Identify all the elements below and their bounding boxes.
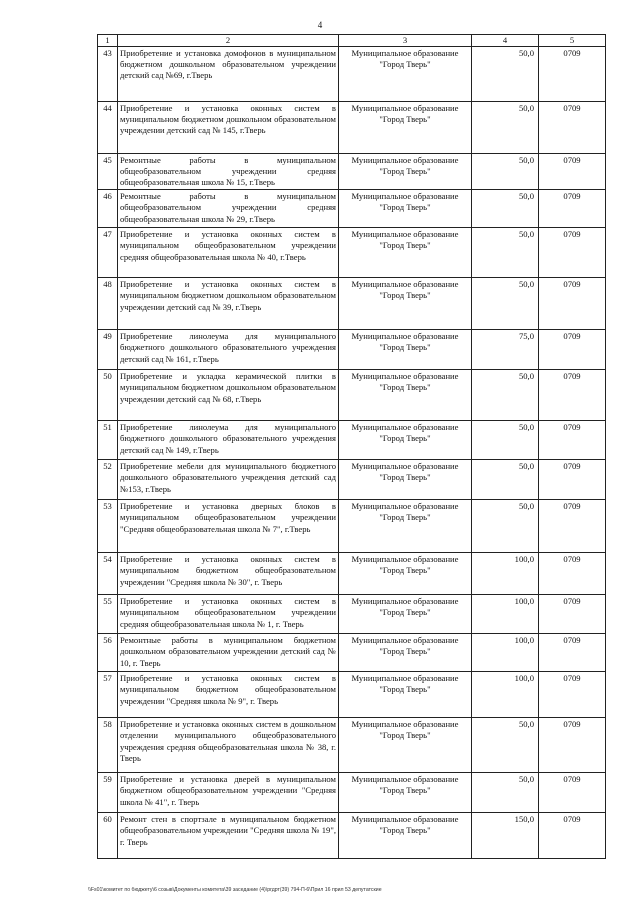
table-row (98, 672, 606, 718)
table-row (98, 228, 606, 278)
row-description: Приобретение и установка дверных блоков в муниципальном общеобразовательном учреждении "Средняя общеобразовательная школа № 7", г.Тверь (118, 500, 339, 553)
row-amount: 50,0 (472, 278, 539, 330)
row-code: 0709 (539, 330, 606, 370)
row-code: 0709 (539, 370, 606, 421)
row-organization: Муниципальное образование "Город Тверь" (339, 553, 472, 595)
row-number: 52 (98, 460, 118, 500)
row-code: 0709 (539, 278, 606, 330)
table-row (98, 330, 606, 370)
table-row (98, 553, 606, 595)
row-amount: 100,0 (472, 672, 539, 718)
row-amount: 100,0 (472, 553, 539, 595)
column-header: 4 (472, 35, 539, 47)
row-amount: 75,0 (472, 330, 539, 370)
row-amount: 50,0 (472, 460, 539, 500)
row-amount: 50,0 (472, 228, 539, 278)
row-code: 0709 (539, 460, 606, 500)
table-row (98, 102, 606, 154)
row-number: 59 (98, 773, 118, 813)
row-number: 43 (98, 47, 118, 102)
row-organization: Муниципальное образование "Город Тверь" (339, 278, 472, 330)
row-number: 53 (98, 500, 118, 553)
row-number: 58 (98, 718, 118, 773)
row-code: 0709 (539, 553, 606, 595)
row-code: 0709 (539, 190, 606, 228)
row-organization: Муниципальное образование "Город Тверь" (339, 634, 472, 672)
row-description: Приобретение и установка оконных систем в муниципальном бюджетном дошкольном образовательном учреждении детский сад № 145, г.Тверь (118, 102, 339, 154)
header-row (98, 35, 606, 47)
row-organization: Муниципальное образование "Город Тверь" (339, 421, 472, 460)
row-description: Приобретение и установка оконных систем в дошкольном отделении муниципального общеобразовательного учреждения средняя общеобразовательная школа № 38, г. Тверь (118, 718, 339, 773)
row-description: Приобретение и укладка керамической плитки в муниципальном бюджетном дошкольном образовательном учреждении детский сад № 68, г.Тверь (118, 370, 339, 421)
row-number: 55 (98, 595, 118, 634)
row-code: 0709 (539, 672, 606, 718)
row-organization: Муниципальное образование "Город Тверь" (339, 190, 472, 228)
table-row (98, 500, 606, 553)
row-number: 57 (98, 672, 118, 718)
row-amount: 50,0 (472, 500, 539, 553)
row-description: Приобретение линолеума для муниципального бюджетного дошкольного образовательного учреждения детский сад № 161, г.Тверь (118, 330, 339, 370)
row-organization: Муниципальное образование "Город Тверь" (339, 330, 472, 370)
row-organization: Муниципальное образование "Город Тверь" (339, 500, 472, 553)
row-organization: Муниципальное образование "Город Тверь" (339, 672, 472, 718)
row-amount: 50,0 (472, 154, 539, 190)
row-code: 0709 (539, 634, 606, 672)
table-row (98, 773, 606, 813)
row-code: 0709 (539, 813, 606, 859)
row-code: 0709 (539, 595, 606, 634)
row-description: Приобретение линолеума для муниципального бюджетного дошкольного образовательного учреждения детский сад № 149, г.Тверь (118, 421, 339, 460)
row-code: 0709 (539, 154, 606, 190)
row-number: 49 (98, 330, 118, 370)
row-description: Приобретение и установка оконных систем в муниципальном бюджетном дошкольном образовательном учреждении детский сад № 39, г.Тверь (118, 278, 339, 330)
row-code: 0709 (539, 421, 606, 460)
table-row (98, 421, 606, 460)
row-organization: Муниципальное образование "Город Тверь" (339, 102, 472, 154)
row-amount: 50,0 (472, 47, 539, 102)
row-amount: 50,0 (472, 773, 539, 813)
row-description: Приобретение и установка оконных систем в муниципальном бюджетном общеобразовательном учреждении "Средняя школа № 30", г. Тверь (118, 553, 339, 595)
row-number: 50 (98, 370, 118, 421)
row-amount: 100,0 (472, 595, 539, 634)
row-amount: 50,0 (472, 102, 539, 154)
row-organization: Муниципальное образование "Город Тверь" (339, 773, 472, 813)
row-code: 0709 (539, 718, 606, 773)
budget-table (97, 34, 606, 859)
column-header: 2 (118, 35, 339, 47)
table-row (98, 370, 606, 421)
table-row (98, 595, 606, 634)
row-number: 48 (98, 278, 118, 330)
row-organization: Муниципальное образование "Город Тверь" (339, 47, 472, 102)
row-description: Приобретение мебели для муниципального бюджетного дошкольного образовательного учреждения детский сад №153, г.Тверь (118, 460, 339, 500)
row-amount: 150,0 (472, 813, 539, 859)
row-amount: 50,0 (472, 370, 539, 421)
page-number: 4 (317, 20, 323, 30)
row-code: 0709 (539, 228, 606, 278)
row-description: Приобретение и установка оконных систем в муниципальном общеобразовательном учреждении средняя общеобразовательная школа № 1, г. Тверь (118, 595, 339, 634)
row-number: 60 (98, 813, 118, 859)
row-number: 54 (98, 553, 118, 595)
table-row (98, 190, 606, 228)
table-row (98, 718, 606, 773)
row-organization: Муниципальное образование "Город Тверь" (339, 154, 472, 190)
row-description: Ремонтные работы в муниципальном общеобразовательном учреждении средняя общеобразовательная школа № 15, г.Тверь (118, 154, 339, 190)
row-description: Приобретение и установка оконных систем в муниципальном бюджетном общеобразовательном учреждении "Средняя школа № 9", г. Тверь (118, 672, 339, 718)
table-row (98, 813, 606, 859)
row-code: 0709 (539, 500, 606, 553)
row-number: 45 (98, 154, 118, 190)
row-organization: Муниципальное образование "Город Тверь" (339, 228, 472, 278)
row-description: Ремонт стен в спортзале в муниципальном бюджетном общеобразовательном учреждении "Средняя школа № 19", г. Тверь (118, 813, 339, 859)
row-organization: Муниципальное образование "Город Тверь" (339, 370, 472, 421)
row-number: 47 (98, 228, 118, 278)
row-description: Приобретение и установка домофонов в муниципальном бюджетном дошкольном образовательном учреждении детский сад №69, г.Тверь (118, 47, 339, 102)
table-row (98, 47, 606, 102)
file-path-footer: \\Fs01\комитет по бюджету\6 созыв\Документы комитета\39 заседание (4)\ргдрт(39) 794-П-6\Прил 16 прил 53 депутатские (88, 887, 382, 893)
row-amount: 50,0 (472, 190, 539, 228)
row-description: Приобретение и установка дверей в муниципальном бюджетном общеобразовательном учреждении "Средняя школа № 41", г. Тверь (118, 773, 339, 813)
column-header: 5 (539, 35, 606, 47)
row-amount: 100,0 (472, 634, 539, 672)
row-number: 44 (98, 102, 118, 154)
table-row (98, 634, 606, 672)
column-header: 3 (339, 35, 472, 47)
row-number: 46 (98, 190, 118, 228)
table-row (98, 154, 606, 190)
row-description: Приобретение и установка оконных систем в муниципальном общеобразовательном учреждении средняя общеобразовательная школа № 40, г.Тверь (118, 228, 339, 278)
row-organization: Муниципальное образование "Город Тверь" (339, 595, 472, 634)
row-amount: 50,0 (472, 718, 539, 773)
row-amount: 50,0 (472, 421, 539, 460)
row-code: 0709 (539, 102, 606, 154)
column-header: 1 (98, 35, 118, 47)
row-code: 0709 (539, 773, 606, 813)
row-organization: Муниципальное образование "Город Тверь" (339, 460, 472, 500)
table-row (98, 460, 606, 500)
row-description: Ремонтные работы в муниципальном общеобразовательном учреждении средняя общеобразовательная школа № 29, г.Тверь (118, 190, 339, 228)
row-description: Ремонтные работы в муниципальном бюджетном дошкольном образовательном учреждении детский сад № 10, г. Тверь (118, 634, 339, 672)
row-number: 56 (98, 634, 118, 672)
row-number: 51 (98, 421, 118, 460)
row-organization: Муниципальное образование "Город Тверь" (339, 813, 472, 859)
table-row (98, 278, 606, 330)
row-code: 0709 (539, 47, 606, 102)
row-organization: Муниципальное образование "Город Тверь" (339, 718, 472, 773)
